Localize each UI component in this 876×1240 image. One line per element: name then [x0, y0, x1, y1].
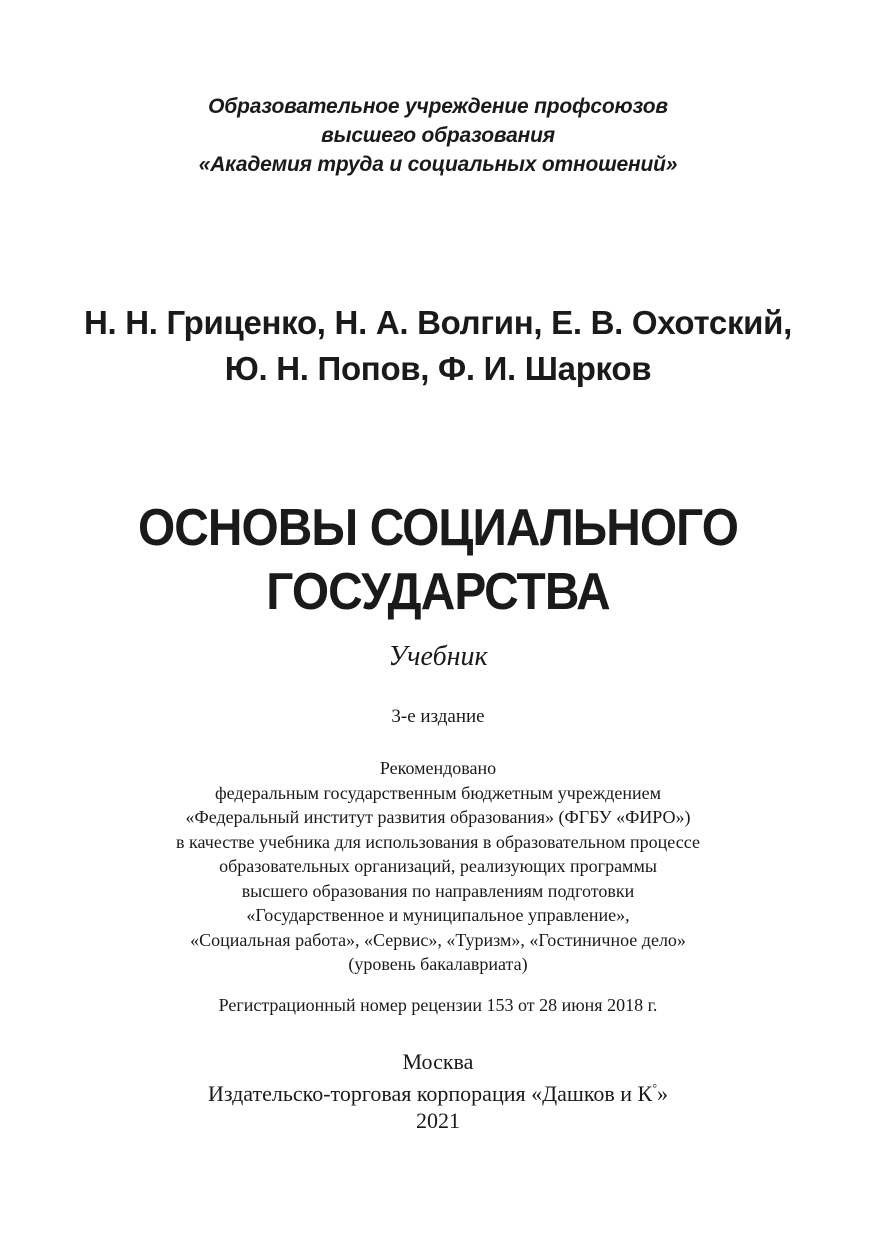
book-title-line: ОСНОВЫ СОЦИАЛЬНОГО — [137, 499, 739, 557]
recommendation-line: в качестве учебника для использования в образовательном процессе — [176, 831, 700, 852]
review-registration: Регистрационный номер рецензии 153 от 28 июня 2018 г. — [218, 995, 658, 1015]
institution-name — [0, 92, 876, 179]
recommendation-line: высшего образования по направлениям подготовки — [241, 880, 635, 901]
imprint-city: Москва — [402, 1049, 474, 1074]
imprint-year: 2021 — [416, 1108, 460, 1133]
recommendation-line: «Социальная работа», «Сервис», «Туризм», «Гостиничное дело» — [190, 929, 686, 950]
publisher-name: Издательско-торговая корпорация «Дашков и К — [207, 1081, 653, 1106]
imprint-publisher — [0, 1075, 876, 1107]
publisher-closing-quote: » — [657, 1081, 669, 1106]
book-title — [35, 496, 841, 624]
institution-line: высшего образования — [321, 124, 555, 147]
recommendation-line: (уровень бакалавриата) — [348, 954, 528, 974]
imprint — [0, 1048, 876, 1134]
recommendation-line: «Федеральный институт развития образования» (ФГБУ «ФИРО») — [185, 807, 691, 827]
recommendation-line: Рекомендовано — [379, 758, 497, 778]
institution-line: Образовательное учреждение профсоюзов — [208, 95, 668, 118]
institution-line: «Академия труда и социальных отношений» — [198, 153, 678, 176]
edition: 3-е издание — [391, 706, 485, 727]
recommendation-line: образовательных организаций, реализующих программы — [219, 856, 657, 876]
recommendation-note — [0, 756, 876, 977]
recommendation-line: федеральным государственным бюджетным учреждением — [215, 782, 661, 803]
authors — [0, 300, 876, 392]
authors-line: Ю. Н. Попов, Ф. И. Шарков — [224, 350, 652, 387]
recommendation-line: «Государственное и муниципальное управление», — [246, 905, 630, 925]
book-subtitle: Учебник — [388, 641, 488, 672]
publisher-degree-mark: ° — [652, 1081, 658, 1095]
authors-line: Н. Н. Гриценко, Н. А. Волгин, Е. В. Охотский, — [83, 304, 793, 341]
book-title-line: ГОСУДАРСТВА — [266, 563, 610, 621]
